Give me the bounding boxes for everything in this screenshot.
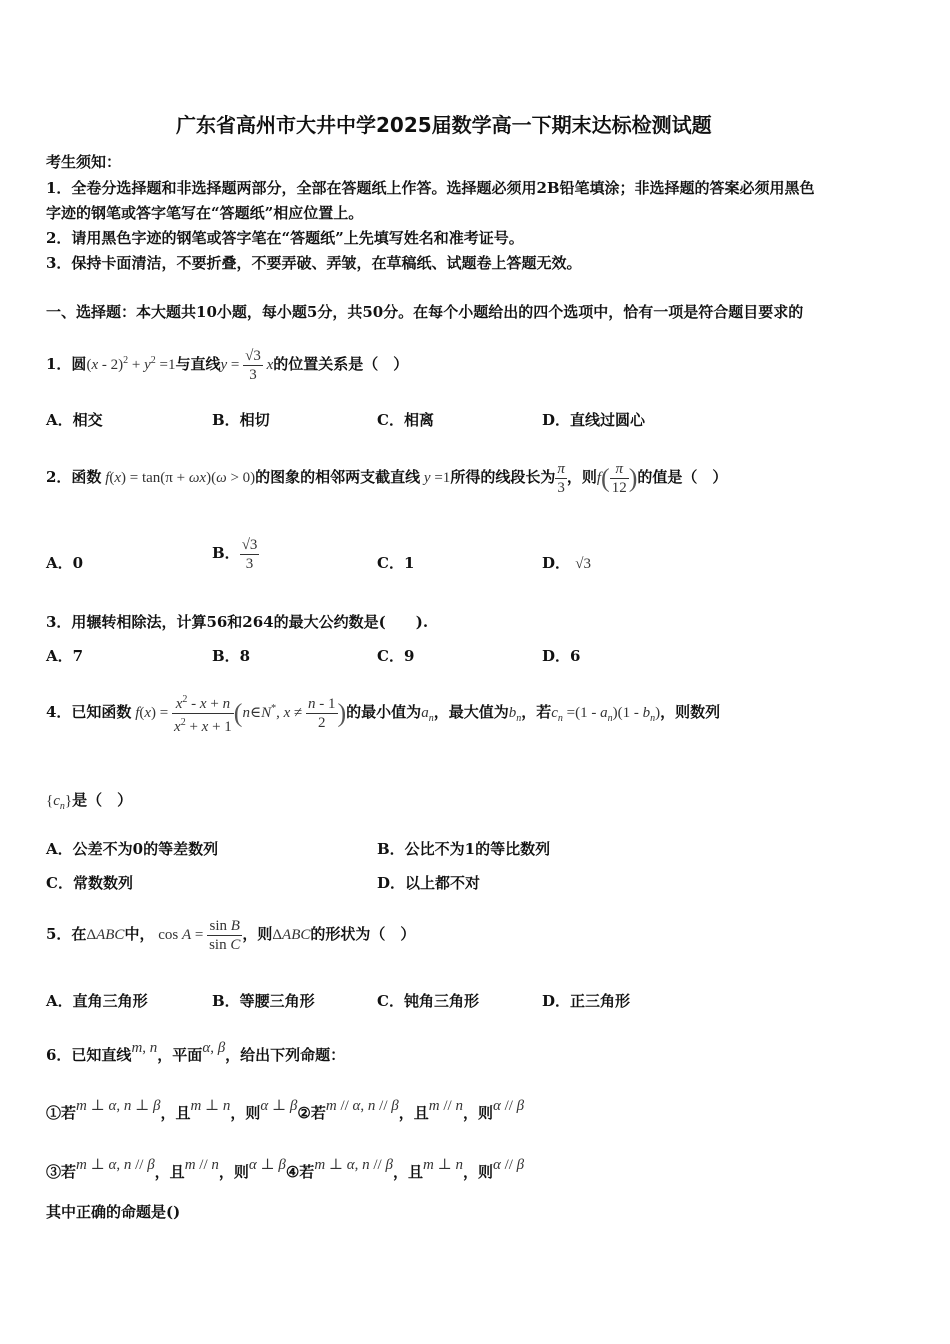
f-of-pi-over-12: f( $\frac{\pi}{12}$ ) xyxy=(596,461,638,497)
question-5 xyxy=(46,905,415,964)
proposition-4-marker: ④若 xyxy=(285,1163,315,1181)
question-2-mid-1: 的图象的相邻两支截直线 xyxy=(255,468,421,486)
question-1-prefix: 1．圆 xyxy=(46,355,87,373)
section-heading: 一、选择题：本大题共10小题，每小题5分，共50分。在每个小题给出的四个选项中，恰有一项是符合题目要求的 xyxy=(46,303,804,321)
notice-heading: 考生须知： xyxy=(46,153,122,171)
question-6-suffix: ，给出下列命题： xyxy=(225,1046,346,1064)
proposition-1-condition: m ⊥ α, n ⊥ β xyxy=(76,1098,161,1114)
proposition-4-condition: m ⊥ α, n // β xyxy=(314,1157,393,1173)
proposition-2-result: α // β xyxy=(492,1098,525,1114)
question-5-suffix: 的形状为（ ） xyxy=(310,925,416,943)
question-2-mid-2: 所得的线段长为 xyxy=(450,468,556,486)
planes-alpha-beta: α, β xyxy=(202,1040,226,1056)
sequence-c-n: $\{c_n\}$ xyxy=(46,793,73,812)
proposition-1-marker: ①若 xyxy=(46,1104,77,1122)
circle-equation: $(x - 2)^2 + y^2 =1$ xyxy=(86,355,176,373)
line-y-equals-1: y =1 xyxy=(423,470,451,486)
c-n-definition: $c_n =(1 - a_n)(1 - b_n)$ xyxy=(551,705,661,724)
cosine-condition: cos A = $\frac{\text{sin B}}{\text{sin C}}$ xyxy=(154,918,241,954)
q4-option-c[interactable]: C．常数数列 xyxy=(46,874,133,892)
proposition-1-2-line xyxy=(46,1096,524,1123)
question-4-suffix: ，则数列 xyxy=(660,703,721,721)
q3-option-a[interactable]: A．7 xyxy=(46,647,84,665)
proposition-2-and: ，且 xyxy=(398,1104,429,1122)
triangle-abc-2: ΔABC xyxy=(272,927,311,943)
question-6 xyxy=(46,1038,345,1065)
q5-option-b[interactable]: B．等腰三角形 xyxy=(212,992,315,1010)
q4-option-d[interactable]: D．以上都不对 xyxy=(377,874,481,892)
proposition-1-result: α ⊥ β xyxy=(260,1098,298,1114)
sqrt3-over-3: $\frac{√3}{3}$ xyxy=(241,536,258,572)
proposition-3-then: ，则 xyxy=(218,1163,249,1181)
q5-option-c[interactable]: C．钝角三角形 xyxy=(377,992,479,1010)
question-4-prefix: 4．已知函数 xyxy=(46,703,132,721)
question-6-mid: ，平面 xyxy=(157,1046,203,1064)
q1-option-c[interactable]: C．相离 xyxy=(377,411,434,429)
proposition-1-then: ，则 xyxy=(230,1104,261,1122)
page-title: 广东省高州市大井中学2025届数学高一下期末达标检测试题 xyxy=(176,113,712,137)
q2-option-b[interactable] xyxy=(212,530,259,576)
notice-item-1-line-1: 1．全卷分选择题和非选择题两部分，全部在答题纸上作答。选择题必须用2B铅笔填涂；非选择题的答案必须用黑色 xyxy=(46,179,815,197)
question-2-suffix: 的值是（ ） xyxy=(637,468,728,486)
q5-option-a[interactable]: A．直角三角形 xyxy=(46,992,148,1010)
q1-option-a[interactable]: A．相交 xyxy=(46,411,103,429)
notice-item-3: 3．保持卡面清洁，不要折叠，不要弄破、弄皱，在草稿纸、试题卷上答题无效。 xyxy=(46,254,582,272)
question-4 xyxy=(46,680,720,748)
q3-option-b[interactable]: B．8 xyxy=(212,647,251,665)
proposition-2-marker: ②若 xyxy=(297,1104,326,1122)
q2-option-b-label: B． xyxy=(212,544,240,562)
question-6-closing: 其中正确的命题是() xyxy=(46,1203,181,1221)
tan-function-expression: f(x) = tan(π + ωx)(ω > 0) xyxy=(105,470,256,486)
question-4-mid-2: ，最大值为 xyxy=(433,703,509,721)
q5-option-d[interactable]: D．正三角形 xyxy=(542,992,631,1010)
question-2 xyxy=(46,449,727,507)
q1-option-d[interactable]: D．直线过圆心 xyxy=(542,411,646,429)
q2-option-d[interactable] xyxy=(542,553,591,574)
line-equation: y = $\frac{√3}{3}$ x xyxy=(220,348,274,384)
notice-item-1-line-2: 字迹的钢笔或答字笔写在“答题纸”相应位置上。 xyxy=(46,204,364,222)
q2-option-c[interactable]: C．1 xyxy=(377,554,415,572)
q4-option-b[interactable]: B．公比不为1的等比数列 xyxy=(377,840,551,858)
proposition-3-given: m // n xyxy=(184,1157,219,1173)
proposition-2-given: m // n xyxy=(428,1098,463,1114)
proposition-1-and: ，且 xyxy=(160,1104,191,1122)
question-4-mid-3: ，若 xyxy=(521,703,552,721)
proposition-4-given: m ⊥ n xyxy=(422,1157,463,1173)
triangle-abc: ΔABC xyxy=(86,927,125,943)
proposition-3-result: α ⊥ β xyxy=(248,1157,286,1173)
question-5-prefix: 5．在 xyxy=(46,925,87,943)
question-6-prefix: 6．已知直线 xyxy=(46,1046,132,1064)
proposition-3-condition: m ⊥ α, n // β xyxy=(76,1157,155,1173)
proposition-3-marker: ③若 xyxy=(46,1163,77,1181)
proposition-2-condition: m // α, n // β xyxy=(325,1098,399,1114)
question-4-line-2-text: 是（ ） xyxy=(72,791,133,809)
question-2-mid-3: ，则 xyxy=(566,468,597,486)
sqrt3: √3 xyxy=(575,556,591,572)
proposition-3-4-line xyxy=(46,1155,524,1182)
question-5-mid-2: ，则 xyxy=(242,925,273,943)
question-3: 3．用辗转相除法，计算56和264的最大公约数是( ). xyxy=(46,613,429,631)
question-4-mid-1: 的最小值为 xyxy=(346,703,422,721)
proposition-4-then: ，则 xyxy=(462,1163,493,1181)
question-1 xyxy=(46,333,408,393)
q3-option-c[interactable]: C．9 xyxy=(377,647,415,665)
question-2-prefix: 2．函数 xyxy=(46,468,102,486)
rational-function-expression: f(x) = $\frac{x^2 - x + n}{x^2 + x + 1}$ (n∈N*, x ≠ $\frac{n - 1}{2}$ ) xyxy=(131,705,346,721)
proposition-2-then: ，则 xyxy=(462,1104,493,1122)
q2-option-d-label: D． xyxy=(542,554,571,572)
question-4-line-2 xyxy=(46,790,132,817)
proposition-1-given: m ⊥ n xyxy=(190,1098,231,1114)
notice-item-2: 2．请用黑色字迹的钢笔或答字笔在“答题纸”上先填写姓名和准考证号。 xyxy=(46,229,524,247)
pi-over-3: $\frac{\pi}{3}$ xyxy=(557,460,565,496)
lines-m-n: m, n xyxy=(131,1040,158,1056)
question-5-mid-1: 中， xyxy=(124,925,155,943)
q2-option-a[interactable]: A．0 xyxy=(46,554,84,572)
question-1-suffix: 的位置关系是（ ） xyxy=(273,355,409,373)
proposition-4-and: ，且 xyxy=(392,1163,423,1181)
q4-option-a[interactable]: A．公差不为0的等差数列 xyxy=(46,840,219,858)
proposition-4-result: α // β xyxy=(492,1157,525,1173)
proposition-3-and: ，且 xyxy=(154,1163,185,1181)
b-n: $b_n$ xyxy=(508,705,522,724)
q3-option-d[interactable]: D．6 xyxy=(542,647,581,665)
q1-option-b[interactable]: B．相切 xyxy=(212,411,270,429)
a-n: $a_n$ xyxy=(421,705,434,724)
question-1-mid: 与直线 xyxy=(175,355,221,373)
